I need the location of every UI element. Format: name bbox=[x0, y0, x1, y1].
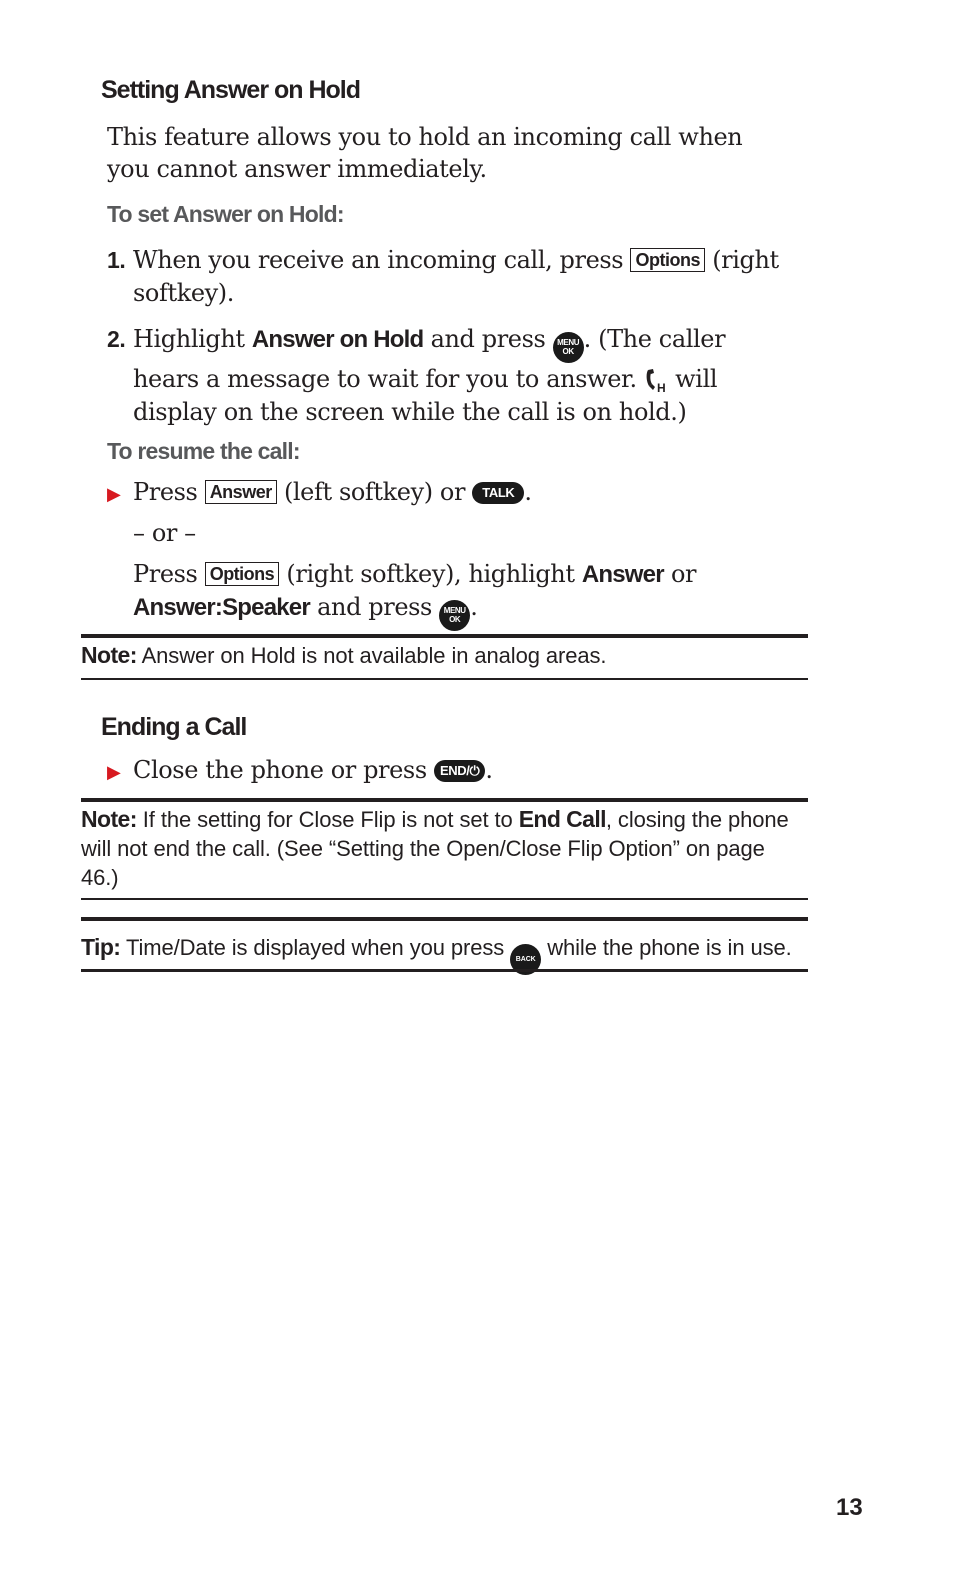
menu-ok-key-icon: MENU OK bbox=[553, 332, 584, 363]
step-number: 2. bbox=[107, 326, 126, 352]
note-text: If the setting for Close Flip is not set to bbox=[136, 807, 519, 832]
resume-text: Press bbox=[133, 478, 205, 506]
menu-ok-key-icon: MENU OK bbox=[439, 600, 470, 631]
end-power-key-icon: END/⏻ bbox=[434, 760, 485, 782]
note-top-rule bbox=[81, 634, 808, 638]
resume-text: and press bbox=[309, 593, 440, 621]
bullet-arrow-icon: ▶ bbox=[107, 484, 121, 505]
back-key-icon: BACK bbox=[510, 944, 541, 975]
options-softkey: Options bbox=[630, 248, 705, 272]
step-text: Highlight bbox=[133, 325, 252, 353]
note-bold-end-call: End Call bbox=[518, 806, 606, 832]
resume-option-2 bbox=[107, 558, 787, 631]
menu-item-answer: Answer bbox=[581, 561, 664, 588]
step-text: and press bbox=[423, 325, 553, 353]
bullet-arrow-icon: ▶ bbox=[107, 762, 121, 783]
section-heading-answer-on-hold: Setting Answer on Hold bbox=[101, 76, 361, 104]
note-bottom-rule bbox=[81, 678, 808, 680]
intro-paragraph: This feature allows you to hold an incoming call when you cannot answer immediately. bbox=[107, 123, 743, 183]
note-close-flip bbox=[81, 805, 808, 892]
resume-text: . bbox=[524, 478, 532, 506]
note-answer-on-hold bbox=[81, 641, 808, 670]
step-text: . (The caller hears a message to wait for you to answer. bbox=[133, 325, 726, 393]
menu-item-answer-speaker: Answer:Speaker bbox=[133, 594, 310, 621]
note-label: Note: bbox=[81, 642, 137, 668]
resume-option-1 bbox=[107, 476, 787, 509]
resume-text: . bbox=[470, 593, 478, 621]
menu-item-answer-on-hold: Answer on Hold bbox=[251, 326, 424, 353]
page-number: 13 bbox=[836, 1494, 863, 1521]
or-separator: – or – bbox=[133, 519, 196, 547]
options-softkey: Options bbox=[205, 562, 280, 586]
hold-icon bbox=[644, 367, 668, 393]
note-top-rule bbox=[81, 798, 808, 802]
step-text: (right softkey). bbox=[133, 246, 779, 307]
note-text: Answer on Hold is not available in analog areas. bbox=[136, 643, 607, 668]
section-heading-ending-a-call: Ending a Call bbox=[101, 713, 247, 741]
tip-top-rule bbox=[81, 917, 808, 921]
step-text: When you receive an incoming call, press bbox=[133, 246, 631, 274]
svg-text:H: H bbox=[656, 381, 666, 393]
resume-text: Press bbox=[133, 560, 205, 588]
note-label: Note: bbox=[81, 806, 137, 832]
answer-softkey: Answer bbox=[205, 480, 277, 504]
ending-text: Close the phone or press bbox=[133, 756, 434, 784]
step-text: will display on the screen while the call is on hold.) bbox=[133, 365, 718, 426]
resume-text: (right softkey), highlight bbox=[279, 560, 582, 588]
note-text: , closing the phone will not end the call. (See “Setting the Open/Close Flip Option” on page 46.) bbox=[81, 807, 789, 890]
talk-key-icon: TALK bbox=[472, 482, 524, 504]
tip-bottom-rule bbox=[81, 969, 808, 972]
ending-text: . bbox=[485, 756, 493, 784]
resume-text: or bbox=[663, 560, 697, 588]
tip-label: Tip: bbox=[81, 934, 121, 960]
subhead-resume-call: To resume the call: bbox=[107, 438, 300, 464]
note-bottom-rule bbox=[81, 898, 808, 900]
tip-text: while the phone is in use. bbox=[541, 935, 792, 960]
step-2 bbox=[107, 323, 787, 429]
subhead-set-answer-on-hold: To set Answer on Hold: bbox=[107, 201, 344, 227]
tip-text: Time/Date is displayed when you press bbox=[120, 935, 511, 960]
step-number: 1. bbox=[107, 247, 126, 273]
step-1 bbox=[107, 244, 787, 310]
or-separator-row bbox=[107, 517, 787, 550]
resume-text: (left softkey) or bbox=[276, 478, 473, 506]
ending-bullet bbox=[107, 754, 787, 787]
